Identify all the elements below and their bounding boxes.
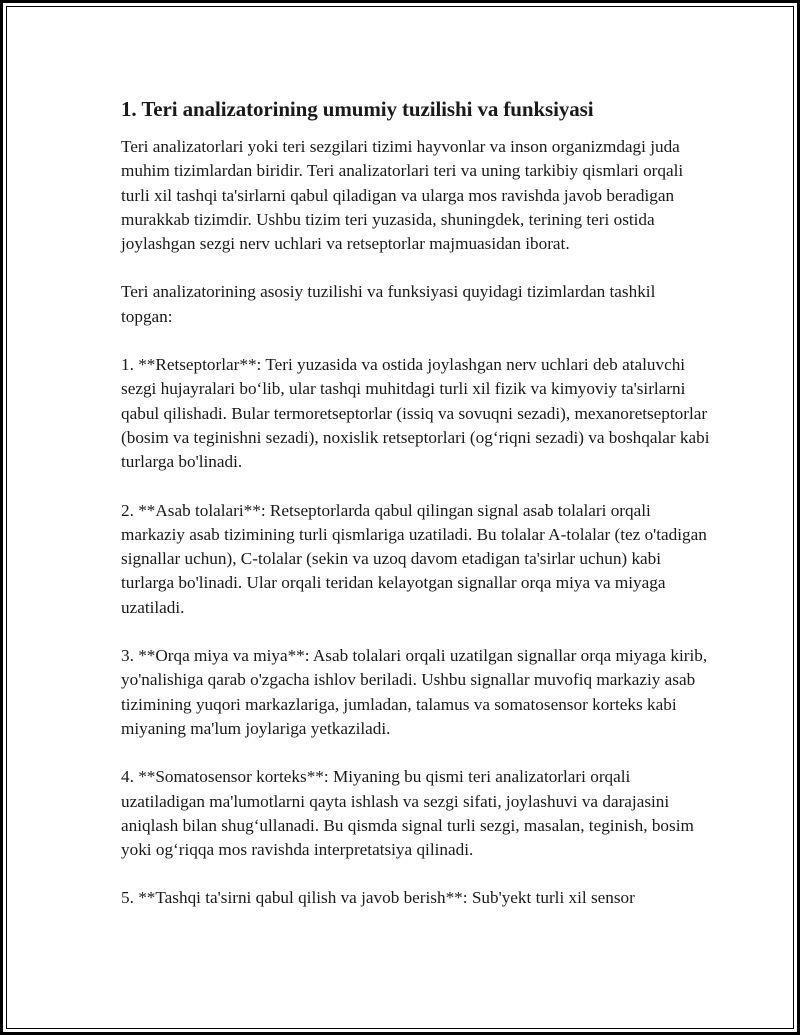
structure-intro-paragraph: Teri analizatorining asosiy tuzilishi va funksiyasi quyidagi tizimlardan tashkil topgan: bbox=[121, 282, 656, 326]
item-response-paragraph: 5. **Tashqi ta'sirni qabul qilish va javob berish**: Sub'yekt turli xil sensor bbox=[121, 888, 635, 908]
item-nerve-fibers-paragraph: 2. **Asab tolalari**: Retseptorlarda qabul qilingan signal asab tolalari orqali markaziy asab tizimining turli qismlariga uzatiladi. Bu tolalar A-tolalar (tez o'tadigan signallar uchun), C-tolalar (sekin va uzoq davom etadigan ta'sirlar uchun) kabi turlarga bo'linadi. Ular orqali teridan kelayotgan signallar orqa miya va miyaga uzatiladi. bbox=[121, 500, 707, 617]
item-somatosensory-cortex-paragraph: 4. **Somatosensor korteks**: Miyaning bu qismi teri analizatorlari orqali uzatiladigan ma'lumotlarni qayta ishlash va sezgi sifati, joylashuvi va darajasini aniqlash bilan shug‘ullanadi. Bu qismda signal turli sezgi, masalan, teginish, bosim yoki og‘riqqa mos ravishda interpretatsiya qilinadi. bbox=[121, 767, 694, 860]
intro-paragraph: Teri analizatorlari yoki teri sezgilari tizimi hayvonlar va inson organizmdagi juda muhim tizimlardan biridir. Teri analizatorlari teri va uning tarkibiy qismlari orqali turli xil tashqi ta'sirlarni qabul qiladigan va ularga mos ravishda javob beradigan murakkab tizimdir. Ushbu tizim teri yuzasida, shuningdek, terining teri ostida joylashgan sezgi nerv uchlari va retseptorlar majmuasidan iborat. bbox=[121, 137, 684, 254]
document-body bbox=[121, 95, 711, 935]
section-heading: 1. Teri analizatorining umumiy tuzilishi va funksiyasi bbox=[121, 97, 594, 121]
item-spinal-cord-brain-paragraph: 3. **Orqa miya va miya**: Asab tolalari orqali uzatilgan signallar orqa miyaga kirib, yo'nalishiga qarab o'zgacha ishlov beriladi. Ushbu signallar muvofiq markaziy asab tizimining yuqori markazlariga, jumladan, talamus va somatosensor korteks kabi miyaning ma'lum joylariga yetkaziladi. bbox=[121, 646, 708, 738]
item-receptors-paragraph: 1. **Retseptorlar**: Teri yuzasida va ostida joylashgan nerv uchlari deb ataluvchi sezgi hujayralari bo‘lib, ular tashqi muhitdagi turli xil fizik va kimyoviy ta'sirlarni qabul qilishadi. Bular termoretseptorlar (issiq va sovuqni sezadi), mexanoretseptorlar (bosim va teginishni sezadi), noxislik retseptorlari (og‘riqni sezadi) va boshqalar kabi turlarga bo'linadi. bbox=[121, 355, 710, 472]
